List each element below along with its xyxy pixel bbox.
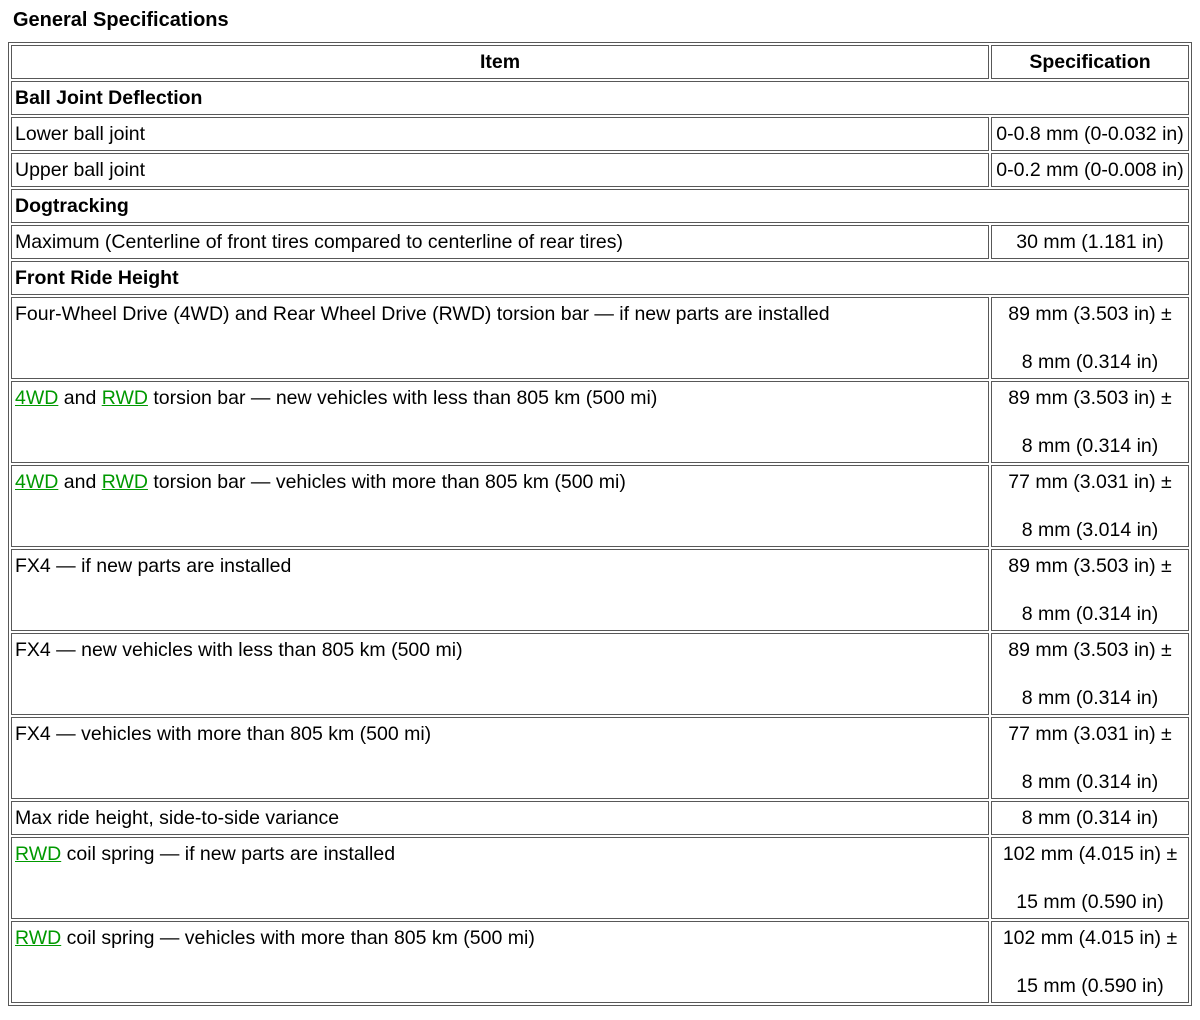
spec-cell (991, 225, 1189, 259)
section-label: Dogtracking (11, 189, 1189, 223)
item-cell (11, 381, 989, 463)
spec-cell (991, 717, 1189, 799)
spec-value: 89 mm (3.503 in) ± (1008, 639, 1172, 661)
item-text: Maximum (Centerline of front tires compared to centerline of rear tires) (15, 231, 623, 253)
4wd-link[interactable]: 4WD (15, 471, 59, 493)
spec-value: 102 mm (4.015 in) ± (1002, 843, 1178, 865)
spec-value: 8 mm (0.314 in) (1021, 771, 1159, 793)
item-cell (11, 801, 989, 835)
item-text: and (58, 471, 102, 493)
spec-cell (991, 381, 1189, 463)
table-row (11, 117, 1189, 151)
section-row (11, 189, 1189, 223)
table-row (11, 837, 1189, 919)
table-header-row (11, 45, 1189, 79)
item-text: torsion bar — vehicles with more than 805 km (500 mi) (147, 471, 626, 493)
item-text: FX4 — vehicles with more than 805 km (500 mi) (15, 723, 432, 745)
section-label: Front Ride Height (11, 261, 1189, 295)
item-cell (11, 297, 989, 379)
item-text: Max ride height, side-to-side variance (15, 807, 340, 829)
item-text: Upper ball joint (15, 159, 146, 181)
table-row (11, 225, 1189, 259)
spec-cell (991, 921, 1189, 1003)
spec-value: 102 mm (4.015 in) ± (1002, 927, 1178, 949)
table-row (11, 153, 1189, 187)
item-cell (11, 837, 989, 919)
spec-cell (991, 837, 1189, 919)
section-label: Ball Joint Deflection (11, 81, 1189, 115)
spec-cell (991, 297, 1189, 379)
item-text: FX4 — if new parts are installed (15, 555, 292, 577)
item-text: coil spring — if new parts are installed (61, 843, 396, 865)
spec-cell (991, 549, 1189, 631)
item-cell (11, 465, 989, 547)
rwd-link[interactable]: RWD (15, 843, 62, 865)
table-header-item: Item (11, 45, 989, 79)
spec-value: 15 mm (0.590 in) (1016, 891, 1164, 913)
item-text: FX4 — new vehicles with less than 805 km (500 mi) (15, 639, 463, 661)
item-cell (11, 225, 989, 259)
table-row (11, 381, 1189, 463)
4wd-link[interactable]: 4WD (15, 387, 59, 409)
spec-value: 77 mm (3.031 in) ± (1008, 471, 1172, 493)
item-text: coil spring — vehicles with more than 805 km (500 mi) (61, 927, 535, 949)
spec-value: 89 mm (3.503 in) ± (1008, 387, 1172, 409)
spec-cell (991, 153, 1189, 187)
rwd-link[interactable]: RWD (101, 387, 148, 409)
rwd-link[interactable]: RWD (15, 927, 62, 949)
general-specifications-table (8, 42, 1192, 1006)
spec-value: 89 mm (3.503 in) ± (1008, 555, 1172, 577)
table-header-spec: Specification (991, 45, 1189, 79)
item-cell (11, 153, 989, 187)
spec-cell (991, 633, 1189, 715)
spec-value: 15 mm (0.590 in) (1016, 975, 1164, 997)
spec-value: 8 mm (0.314 in) (1021, 603, 1159, 625)
item-text: and (58, 387, 102, 409)
spec-cell (991, 117, 1189, 151)
spec-value: 0-0.2 mm (0-0.008 in) (996, 159, 1184, 181)
table-row (11, 297, 1189, 379)
item-text: torsion bar — new vehicles with less than 805 km (500 mi) (147, 387, 658, 409)
table-row (11, 801, 1189, 835)
table-row (11, 633, 1189, 715)
spec-value: 8 mm (0.314 in) (1021, 687, 1159, 709)
table-row (11, 717, 1189, 799)
rwd-link[interactable]: RWD (101, 471, 148, 493)
spec-value: 8 mm (0.314 in) (1021, 807, 1159, 829)
spec-value: 8 mm (0.314 in) (1021, 435, 1159, 457)
item-cell (11, 117, 989, 151)
table-row (11, 921, 1189, 1003)
item-text: Lower ball joint (15, 123, 146, 145)
spec-value: 30 mm (1.181 in) (1016, 231, 1164, 253)
spec-value: 77 mm (3.031 in) ± (1008, 723, 1172, 745)
spec-cell (991, 465, 1189, 547)
item-cell (11, 633, 989, 715)
spec-value: 89 mm (3.503 in) ± (1008, 303, 1172, 325)
spec-value: 8 mm (3.014 in) (1021, 519, 1159, 541)
section-row (11, 81, 1189, 115)
item-text: Four-Wheel Drive (4WD) and Rear Wheel Drive (RWD) torsion bar — if new parts are installed (15, 303, 830, 325)
page-title: General Specifications (13, 9, 229, 31)
spec-value: 8 mm (0.314 in) (1021, 351, 1159, 373)
spec-value: 0-0.8 mm (0-0.032 in) (996, 123, 1184, 145)
spec-cell (991, 801, 1189, 835)
item-cell (11, 549, 989, 631)
item-cell (11, 921, 989, 1003)
item-cell (11, 717, 989, 799)
section-row (11, 261, 1189, 295)
table-row (11, 465, 1189, 547)
table-row (11, 549, 1189, 631)
